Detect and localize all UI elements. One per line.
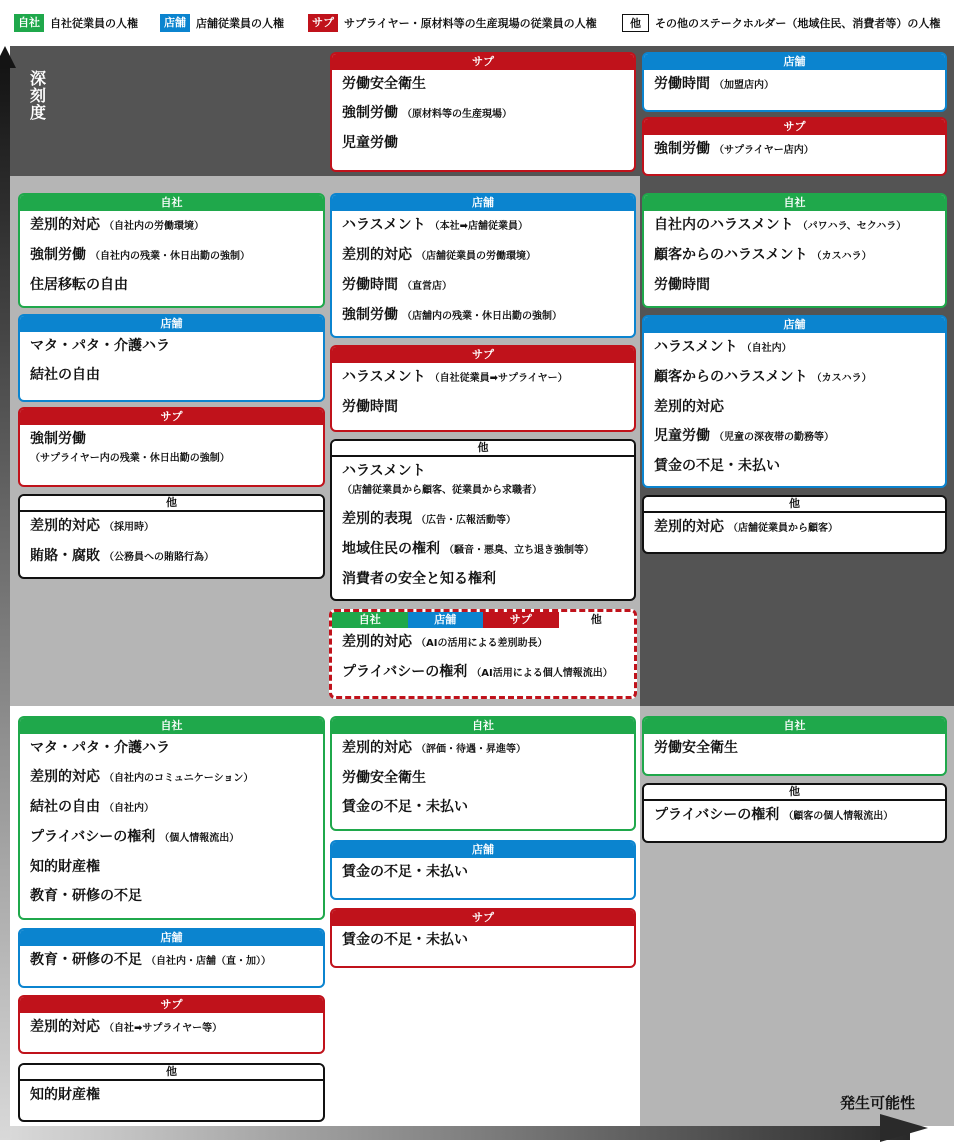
box-header: 店舗 [20, 930, 323, 946]
box-header: 他 [644, 785, 945, 801]
box-header: 自社 [332, 718, 634, 734]
risk-item: 強制労働 （原材料等の生産現場） [342, 105, 512, 121]
risk-item: 差別的対応 [654, 399, 724, 415]
risk-item: 差別的対応 （自社➡サプライヤー等） [30, 1019, 223, 1035]
risk-item: 労働安全衛生 [654, 740, 738, 756]
risk-item: 賄賂・腐敗 （公務員への賄賂行為） [30, 548, 214, 564]
risk-item: 教育・研修の不足 （自社内・店舗（直・加）） [30, 952, 271, 968]
risk-box-other [642, 495, 947, 554]
legend-text-sup: サプライヤー・原材料等の生産現場の従業員の人権 [344, 17, 597, 30]
severity-label: 深刻度 [30, 69, 47, 122]
legend-tag-other: 他 [622, 14, 649, 32]
likelihood-label: 発生可能性 [840, 1094, 916, 1112]
risk-box-sup [330, 908, 636, 968]
legend-text-tenpo: 店舗従業員の人権 [196, 17, 284, 30]
risk-item: 強制労働 （自社内の残業・休日出勤の強制） [30, 247, 250, 263]
risk-item: 顧客からのハラスメント （カスハラ） [654, 369, 872, 385]
box-header-sup: サプ [483, 612, 559, 628]
risk-box-all-categories [329, 609, 637, 699]
risk-item: 教育・研修の不足 [30, 888, 142, 904]
box-header: サプ [332, 910, 634, 926]
risk-item: ハラスメント （本社➡店舗従業員） [342, 217, 528, 233]
box-header: サプ [20, 997, 323, 1013]
risk-item: 労働時間 （加盟店内） [654, 76, 774, 92]
risk-box-other [18, 494, 325, 579]
likelihood-axis-arrowhead [880, 1114, 928, 1142]
box-header: 店舗 [644, 54, 945, 70]
risk-item: 児童労働 （児童の深夜帯の勤務等） [654, 428, 834, 444]
risk-item: 消費者の安全と知る権利 [342, 571, 496, 587]
risk-item: 強制労働 （サプライヤー内の残業・休日出勤の強制） [30, 431, 230, 464]
legend-text-other: その他のステークホルダー（地域住民、消費者等）の人権 [655, 17, 941, 30]
risk-item: 労働時間 （直営店） [342, 277, 452, 293]
risk-item: 差別的対応 （評価・待遇・昇進等） [342, 740, 526, 756]
legend-tag-tenpo: 店舗 [160, 14, 190, 32]
box-header: 店舗 [332, 195, 634, 211]
risk-item: 差別的対応 （店舗従業員から顧客） [654, 519, 838, 535]
box-header: 店舗 [332, 842, 634, 858]
box-header: 自社 [20, 195, 323, 211]
box-header-jisha: 自社 [332, 612, 408, 628]
risk-item: 賃金の不足・未払い [342, 799, 468, 815]
box-header: 他 [20, 496, 323, 512]
risk-item: 労働時間 [654, 277, 710, 293]
risk-item: 差別的対応 （自社内のコミュニケーション） [30, 769, 254, 785]
risk-box-sup [330, 52, 636, 172]
box-header: サプ [644, 119, 945, 135]
legend-tag-jisha: 自社 [14, 14, 44, 32]
risk-item: プライバシーの権利 （AI活用による個人情報流出） [342, 664, 613, 680]
box-header: サプ [20, 409, 323, 425]
risk-item: 差別的対応 （採用時） [30, 518, 154, 534]
risk-item: 強制労働 （サプライヤー店内） [654, 141, 814, 157]
box-header: 他 [644, 497, 945, 513]
risk-box-sup [642, 117, 947, 176]
risk-item: 強制労働 （店舗内の残業・休日出勤の強制） [342, 307, 562, 323]
legend-item-tenpo [160, 14, 284, 32]
severity-axis-arrowhead [0, 46, 16, 68]
risk-item: 知的財産権 [30, 859, 100, 875]
risk-item: 児童労働 [342, 135, 398, 151]
risk-item: 住居移転の自由 [30, 277, 128, 293]
risk-item: プライバシーの権利 （個人情報流出） [30, 829, 240, 845]
box-header: 自社 [20, 718, 323, 734]
risk-box-jisha [642, 716, 947, 776]
risk-item: ハラスメント （店舗従業員から顧客、従業員から求職者） [342, 463, 542, 496]
risk-box-jisha [18, 193, 325, 308]
risk-item: 顧客からのハラスメント （カスハラ） [654, 247, 872, 263]
risk-item: マタ・パタ・介護ハラ [30, 740, 170, 756]
risk-item: マタ・パタ・介護ハラ [30, 338, 170, 354]
box-header-tenpo: 店舗 [408, 612, 484, 628]
risk-box-tenpo [330, 840, 636, 900]
risk-box-tenpo [18, 928, 325, 988]
multi-header [332, 612, 634, 628]
box-header: 他 [20, 1065, 323, 1081]
risk-item: 差別的対応 （AIの活用による差別助長） [342, 634, 548, 650]
risk-box-other [330, 439, 636, 601]
risk-box-sup [18, 407, 325, 487]
risk-item: 差別的対応 （店舗従業員の労働環境） [342, 247, 536, 263]
risk-box-jisha [330, 716, 636, 831]
risk-item: 自社内のハラスメント （パワハラ、セクハラ） [654, 217, 907, 233]
likelihood-axis [10, 1126, 910, 1140]
risk-item: 賃金の不足・未払い [654, 458, 780, 474]
box-header: 自社 [644, 195, 945, 211]
box-header: サプ [332, 347, 634, 363]
risk-item: 差別的対応 （自社内の労働環境） [30, 217, 204, 233]
risk-box-jisha [642, 193, 947, 308]
risk-item: 差別的表現 （広告・広報活動等） [342, 511, 516, 527]
risk-box-tenpo [18, 314, 325, 402]
legend-item-other [622, 14, 940, 32]
risk-item: 労働安全衛生 [342, 76, 426, 92]
risk-item: 賃金の不足・未払い [342, 932, 468, 948]
risk-box-tenpo [330, 193, 636, 338]
risk-box-tenpo [642, 315, 947, 488]
risk-item: ハラスメント （自社内） [654, 339, 792, 355]
box-header: 他 [332, 441, 634, 457]
legend-item-sup [308, 14, 597, 32]
risk-item: プライバシーの権利 （顧客の個人情報流出） [654, 807, 894, 823]
box-header: 店舗 [644, 317, 945, 333]
legend-tag-sup: サプ [308, 14, 338, 32]
risk-item: ハラスメント （自社従業員➡サプライヤー） [342, 369, 568, 385]
risk-box-other [18, 1063, 325, 1122]
box-header: 自社 [644, 718, 945, 734]
box-header-other: 他 [559, 612, 635, 628]
risk-item: 地域住民の権利 （騒音・悪臭、立ち退き強制等） [342, 541, 594, 557]
risk-item: 労働安全衛生 [342, 770, 426, 786]
risk-box-tenpo [642, 52, 947, 112]
risk-box-jisha [18, 716, 325, 920]
legend [0, 0, 954, 46]
risk-item: 結社の自由 （自社内） [30, 799, 154, 815]
box-header: サプ [332, 54, 634, 70]
risk-item: 労働時間 [342, 399, 398, 415]
risk-item: 知的財産権 [30, 1087, 100, 1103]
risk-box-sup [330, 345, 636, 432]
risk-box-sup [18, 995, 325, 1054]
risk-box-other [642, 783, 947, 843]
risk-item: 賃金の不足・未払い [342, 864, 468, 880]
risk-item: 結社の自由 [30, 367, 100, 383]
legend-item-jisha [14, 14, 138, 32]
box-header: 店舗 [20, 316, 323, 332]
legend-text-jisha: 自社従業員の人権 [50, 17, 138, 30]
severity-axis [0, 66, 10, 1140]
